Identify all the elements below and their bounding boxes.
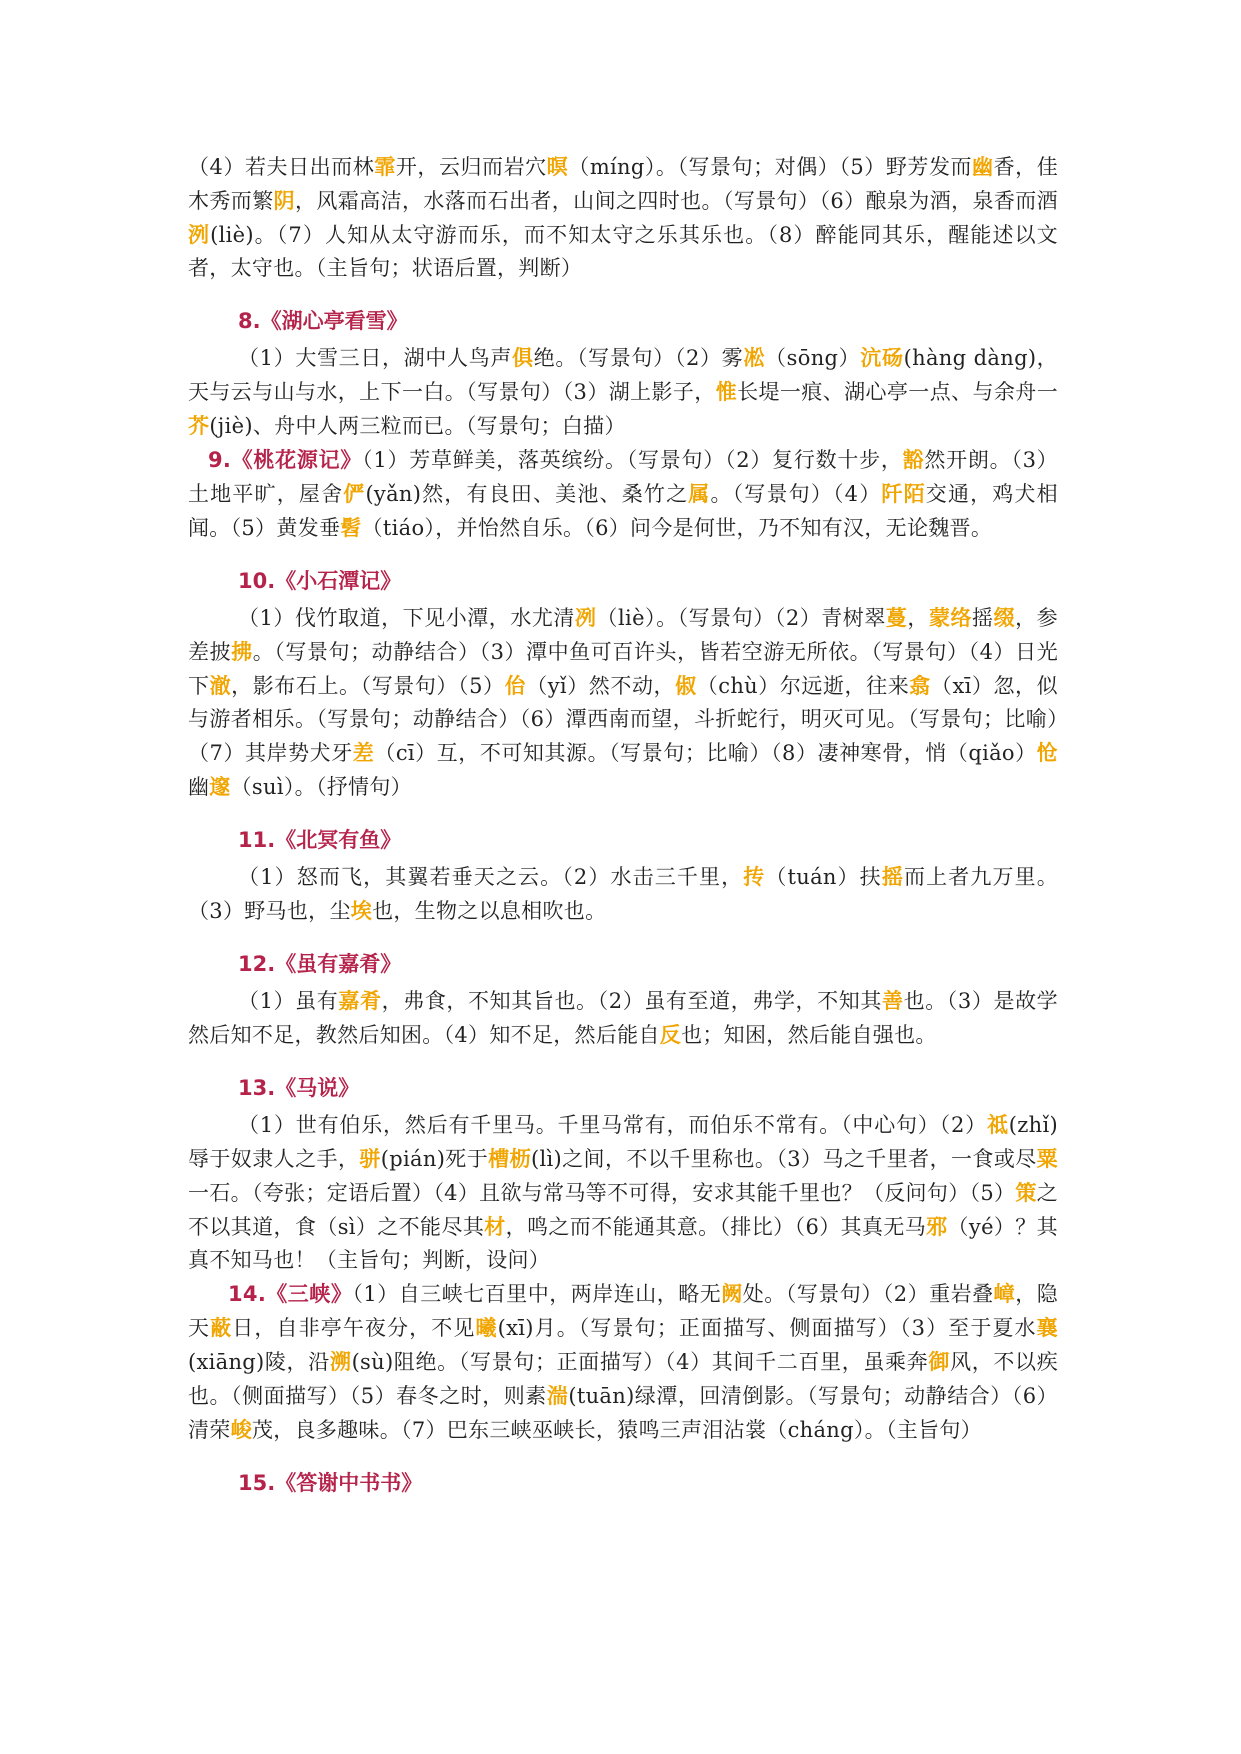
highlighted-word: 嘉肴: [338, 988, 382, 1013]
highlighted-word: 邃: [209, 774, 231, 799]
text-run: （sōng）: [765, 346, 861, 370]
text-run: 。（写景句；动静结合）（3）潭中鱼可百许头，皆若空游无所依。（写景句）（4）日光下: [188, 640, 1059, 698]
section-9-title: 9.《桃花源记》: [208, 448, 363, 472]
highlighted-word: 埃: [350, 898, 373, 923]
highlighted-word: 抟: [743, 864, 766, 889]
text-run: ，参差披: [188, 606, 1058, 664]
text-run: 摇: [972, 606, 994, 630]
text-run: ，: [907, 606, 929, 630]
highlighted-word: 阡陌: [881, 481, 926, 506]
highlighted-word: 冽: [574, 605, 597, 630]
text-run: 日，自非亭午夜分，不见: [232, 1316, 476, 1340]
section-14-title: 14.《三峡》: [228, 1282, 353, 1306]
text-run: ，鸣之而不能通其意。（排比）（6）其真无马: [505, 1215, 927, 1239]
text-run: （suì）。（抒情句）: [230, 775, 412, 799]
highlighted-word: 芥: [188, 413, 210, 438]
text-run: 然开朗。（3）土地平旷，屋舍: [188, 448, 1058, 506]
section-15-title: 15.《答谢中书书》: [238, 1471, 423, 1495]
section-14-body: [188, 1282, 1058, 1442]
text-run: 交通，鸡犬相闻。（5）黄发垂: [188, 482, 1058, 540]
text-run: （yé）？其真不知马也！（主旨句；判断，设问）: [188, 1215, 1058, 1272]
highlighted-word: 霏: [374, 154, 396, 179]
section-11-title: 11.《北冥有鱼》: [238, 828, 402, 852]
highlighted-word: 阴: [273, 188, 295, 213]
document-page: [188, 150, 1058, 1503]
highlighted-word: 祗: [986, 1112, 1009, 1137]
highlighted-word: 髫: [340, 515, 362, 540]
highlighted-word: 粟: [1036, 1146, 1058, 1171]
text-run: (tuān)绿潭，回清倒影。（写景句；动静结合）（6）清荣: [188, 1384, 1058, 1442]
highlighted-word: 反: [659, 1022, 682, 1047]
highlighted-word: 差: [352, 740, 375, 765]
text-run: 。（写景句）（4）: [710, 482, 882, 506]
text-run: （míng）。（写景句；对偶）（5）野芳发而: [568, 155, 973, 179]
highlighted-word: 怆: [1036, 740, 1058, 765]
text-run: ，弗食，不知其旨也。（2）虽有至道，弗学，不知其: [381, 989, 882, 1013]
highlighted-word: 溯: [329, 1349, 352, 1374]
section-13-title: 13.《马说》: [238, 1076, 360, 1100]
text-run: (zhǐ)辱于奴隶人之手，: [188, 1113, 1058, 1171]
text-run: （1）世有伯乐，然后有千里马。千里马常有，而伯乐不常有。（中心句）（2）: [238, 1113, 987, 1137]
highlighted-word: 邪: [926, 1214, 948, 1239]
text-run: （liè）。（写景句）（2）青树翠: [596, 606, 886, 630]
text-run: ，风霜高洁，水落而石出者，山间之四时也。（写景句）（6）酿泉为酒，泉香而酒: [295, 189, 1058, 213]
text-run: ，影布石上。（写景句）（5）: [231, 674, 505, 698]
text-run: 而上者九万里。（3）野马也，尘: [188, 865, 1059, 923]
highlighted-word: 佁: [504, 673, 527, 698]
text-run: (lì)之间，不以千里称也。（3）马之千里者，一食或尽: [531, 1147, 1037, 1171]
text-run: （1）伐竹取道，下见小潭，水尤清: [238, 606, 575, 630]
highlighted-word: 拂: [231, 639, 253, 664]
highlighted-word: 澈: [209, 673, 232, 698]
section-8-title: 8.《湖心亭看雪》: [238, 309, 408, 333]
text-run: （1）大雪三日，湖中人鸟声: [238, 346, 512, 370]
section-8-text: [188, 341, 1058, 443]
text-run: （cī）互，不可知其源。（写景句；比喻）（8）凄神寒骨，悄（qiǎo）: [374, 741, 1037, 765]
text-run: 也；知困，然后能自强也。: [681, 1023, 937, 1047]
text-run: （xī）忽，似与游者相乐。（写景句；动静结合）（6）潭西南而望，斗折蛇行，明灭可见。（写景句；比喻）（7）其岸势犬牙: [188, 674, 1058, 765]
text-run: 之不以其道，食（sì）之不能尽其: [188, 1181, 1058, 1239]
text-run: （tuán）扶: [765, 865, 882, 889]
highlighted-word: 俱: [512, 345, 534, 370]
highlighted-word: 嶂: [993, 1281, 1016, 1306]
text-run: 也。（3）是故学然后知不足，教然后知困。（4）知不足，然后能自: [188, 989, 1058, 1047]
highlighted-word: 蔽: [210, 1315, 233, 1340]
highlighted-word: 善: [881, 988, 904, 1013]
highlighted-word: 阙: [721, 1281, 743, 1306]
highlighted-word: 蒙络: [928, 605, 973, 630]
highlighted-word: 曦: [475, 1315, 498, 1340]
text-run: （1）自三峡七百里中，两岸连山，略无: [352, 1282, 722, 1306]
highlighted-word: 槽枥: [488, 1146, 531, 1171]
section-12-title: 12.《虽有嘉肴》: [238, 952, 402, 976]
highlighted-word: 俨: [343, 481, 366, 506]
text-run: 绝。（写景句）（2）雾: [533, 346, 744, 370]
section-10-text: [188, 601, 1058, 804]
highlighted-word: 蔓: [885, 605, 908, 630]
section-7-text: [188, 150, 1058, 285]
highlighted-word: 峻: [230, 1417, 252, 1442]
section-11-text: [188, 860, 1058, 928]
highlighted-word: 豁: [902, 447, 925, 472]
text-run: ，隐天: [188, 1282, 1058, 1340]
highlighted-word: 御: [928, 1349, 951, 1374]
highlighted-word: 翕: [909, 673, 931, 698]
text-run: (jiè)、舟中人两三粒而已。（写景句；白描）: [209, 414, 626, 438]
text-run: (sù)阻绝。（写景句；正面描写）（4）其间千二百里，虽乘奔: [351, 1350, 929, 1374]
text-run: 开，云归而岩穴: [395, 155, 547, 179]
text-run: (xī)月。（写景句；正面描写、侧面描写）（3）至于夏水: [497, 1316, 1037, 1340]
highlighted-word: 沆砀: [860, 345, 904, 370]
highlighted-word: 洌: [188, 222, 211, 247]
text-run: 一石。（夸张；定语后置）（4）且欲与常马等不可得，安求其能千里也？（反问句）（5）: [188, 1181, 1016, 1205]
text-run: （yǐ）然不动，: [526, 674, 676, 698]
highlighted-word: 骈: [359, 1146, 381, 1171]
text-run: （tiáo），并怡然自乐。（6）问今是何世，乃不知有汉，无论魏晋。: [361, 516, 993, 540]
highlighted-word: 凇: [743, 345, 766, 370]
text-run: 香，佳木秀而繁: [188, 155, 1059, 213]
text-run: (yǎn)然，有良田、美池、桑竹之: [365, 482, 689, 506]
text-run: 也，生物之以息相吹也。: [372, 899, 607, 923]
text-run: 幽: [188, 775, 210, 799]
text-run: （1）芳草鲜美，落英缤纷。（写景句）（2）复行数十步，: [362, 448, 903, 472]
highlighted-word: 属: [688, 481, 711, 506]
section-10-title: 10.《小石潭记》: [238, 569, 402, 593]
section-12-text: [188, 984, 1058, 1052]
text-run: (liè)。（7）人知从太守游而乐，而不知太守之乐其乐也。（8）醉能同其乐，醒能述以文者，太守也。（主旨句；状语后置，判断）: [188, 223, 1058, 280]
highlighted-word: 暝: [546, 154, 569, 179]
text-run: 处。（写景句）（2）重岩叠: [742, 1282, 994, 1306]
section-14-text: [188, 1277, 1058, 1447]
highlighted-word: 惟: [715, 379, 738, 404]
highlighted-word: 策: [1015, 1180, 1037, 1205]
highlighted-word: 摇: [881, 864, 904, 889]
highlighted-word: 幽: [972, 154, 994, 179]
text-run: (pián)死于: [380, 1147, 489, 1171]
highlighted-word: 材: [484, 1214, 506, 1239]
text-run: (hàng dàng)，天与云与山与水，上下一白。（写景句）（3）湖上影子，: [188, 346, 1058, 404]
text-run: （4）若夫日出而林: [188, 155, 375, 179]
highlighted-word: 俶: [675, 673, 697, 698]
section-13-text: [188, 1108, 1058, 1277]
text-run: （1）怒而飞，其翼若垂天之云。（2）水击三千里，: [238, 865, 744, 889]
text-run: （chù）尔远逝，往来: [696, 674, 910, 698]
text-run: 风，不以疾也。（侧面描写）（5）春冬之时，则素: [188, 1350, 1059, 1408]
text-run: (xiāng)陵，沿: [188, 1350, 330, 1374]
text-run: 茂，良多趣味。（7）巴东三峡巫峡长，猿鸣三声泪沾裳（cháng）。（主旨句）: [251, 1418, 982, 1442]
text-run: 长堤一痕、湖心亭一点、与余舟一: [737, 380, 1058, 404]
highlighted-word: 襄: [1036, 1315, 1058, 1340]
highlighted-word: 湍: [546, 1383, 569, 1408]
section-9-text: [188, 443, 1058, 545]
text-run: （1）虽有: [238, 989, 339, 1013]
highlighted-word: 缀: [993, 605, 1016, 630]
